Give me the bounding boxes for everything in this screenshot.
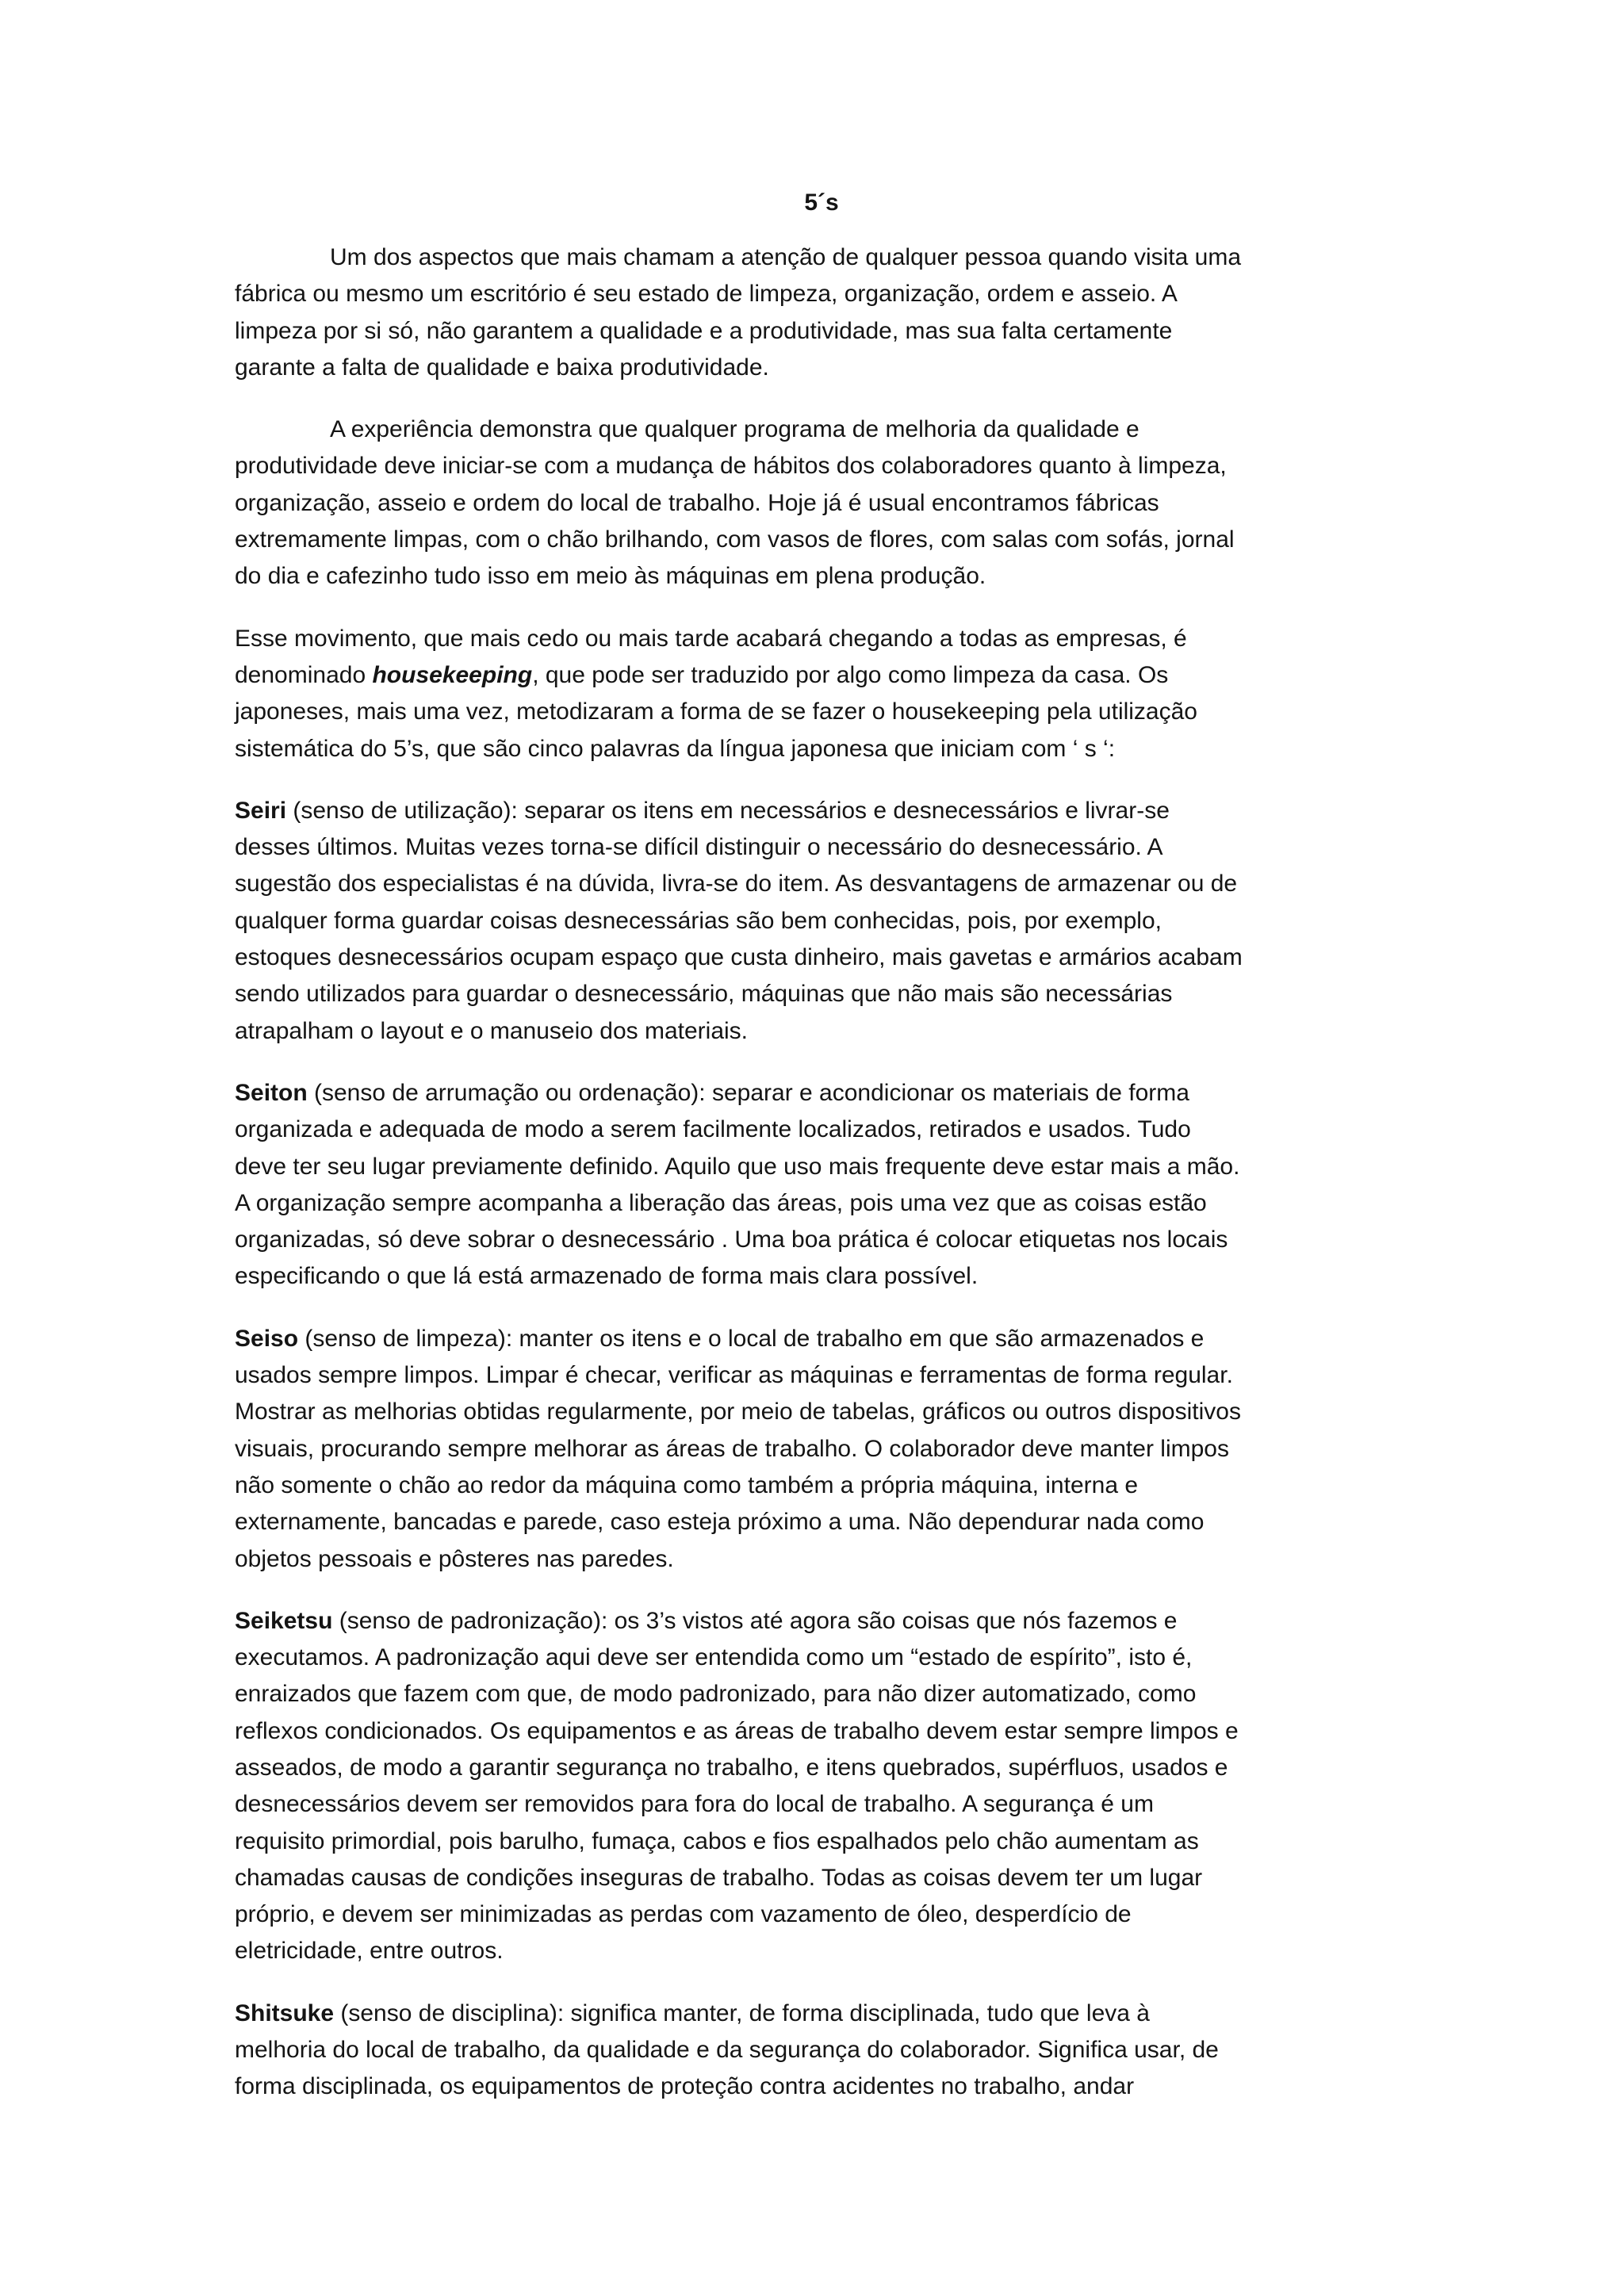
text-fragment: (senso de padronização): os 3’s vistos até agora são coisas que nós fazemos e <box>332 1607 1178 1634</box>
text-line <box>235 1996 1408 2032</box>
text-line: executamos. A padronização aqui deve ser entendida como um “estado de espírito”, isto é, <box>235 1644 1193 1671</box>
document-page <box>235 187 1408 2131</box>
text-fragment: (senso de arrumação ou ordenação): separar e acondicionar os materiais de forma <box>307 1079 1189 1106</box>
paragraph-seiketsu <box>235 1603 1408 1970</box>
text-line <box>235 793 1408 829</box>
text-line <box>235 1321 1408 1357</box>
term-seiton: Seiton <box>235 1079 308 1106</box>
text-line: sugestão dos especialistas é na dúvida, livra-se do item. As desvantagens de armazenar ou de <box>235 871 1238 897</box>
text-line: especificando o que lá está armazenado de forma mais clara possível. <box>235 1263 979 1290</box>
text-fragment: (senso de utilização): separar os itens em necessários e desnecessários e livrar-se <box>286 797 1170 824</box>
text-line: desnecessários devem ser removidos para fora do local de trabalho. A segurança é um <box>235 1791 1154 1818</box>
text-line: A organização sempre acompanha a liberação das áreas, pois uma vez que as coisas estão <box>235 1189 1207 1216</box>
document-title: 5´s <box>804 189 839 216</box>
housekeeping-emphasis: housekeeping <box>372 661 533 688</box>
text-line: garante a falta de qualidade e baixa produtividade. <box>235 354 769 381</box>
text-line: fábrica ou mesmo um escritório é seu estado de limpeza, organização, ordem e asseio. A <box>235 281 1178 308</box>
text-line: deve ter seu lugar previamente definido. Aquilo que uso mais frequente deve estar mais a mão. <box>235 1153 1240 1180</box>
text-line: eletricidade, entre outros. <box>235 1938 504 1965</box>
text-fragment: (senso de disciplina): significa manter, de forma disciplinada, tudo que leva à <box>334 1999 1150 2026</box>
text-line: Esse movimento, que mais cedo ou mais tarde acabará chegando a todas as empresas, é <box>235 625 1187 652</box>
text-line: desses últimos. Muitas vezes torna-se difícil distinguir o necessário do desnecessário. A <box>235 834 1163 861</box>
text-fragment: denominado <box>235 661 373 688</box>
text-line: usados sempre limpos. Limpar é checar, verificar as máquinas e ferramentas de forma regular. <box>235 1362 1233 1389</box>
text-line: organizadas, só deve sobrar o desnecessário . Uma boa prática é colocar etiquetas nos locais <box>235 1226 1228 1253</box>
paragraph-seiso <box>235 1321 1408 1578</box>
text-line: Um dos aspectos que mais chamam a atenção de qualquer pessoa quando visita uma <box>330 244 1242 270</box>
term-seiso: Seiso <box>235 1325 299 1352</box>
paragraph-intro <box>235 239 1408 386</box>
text-line: estoques desnecessários ocupam espaço que custa dinheiro, mais gavetas e armários acabam <box>235 944 1243 971</box>
paragraph-experience <box>235 411 1408 595</box>
text-line: asseados, de modo a garantir segurança no trabalho, e itens quebrados, supérfluos, usados e <box>235 1754 1228 1781</box>
text-line: do dia e cafezinho tudo isso em meio às máquinas em plena produção. <box>235 563 986 590</box>
text-line: produtividade deve iniciar-se com a mudança de hábitos dos colaboradores quanto à limpeza, <box>235 453 1227 480</box>
text-fragment: , que pode ser traduzido por algo como limpeza da casa. Os <box>532 661 1169 688</box>
text-line: visuais, procurando sempre melhorar as áreas de trabalho. O colaborador deve manter limpos <box>235 1435 1229 1462</box>
text-fragment: (senso de limpeza): manter os itens e o local de trabalho em que são armazenados e <box>298 1325 1205 1352</box>
text-line: qualquer forma guardar coisas desnecessárias são bem conhecidas, pois, por exemplo, <box>235 907 1162 934</box>
paragraph-seiton <box>235 1075 1408 1295</box>
text-line: japoneses, mais uma vez, metodizaram a forma de se fazer o housekeeping pela utilização <box>235 698 1197 725</box>
text-line <box>235 1603 1408 1640</box>
text-line: organização, asseio e ordem do local de trabalho. Hoje já é usual encontramos fábricas <box>235 489 1159 516</box>
text-line: limpeza por si só, não garantem a qualidade e a produtividade, mas sua falta certamente <box>235 317 1173 344</box>
text-line: sendo utilizados para guardar o desnecessário, máquinas que não mais são necessárias <box>235 981 1173 1008</box>
text-line <box>235 1075 1408 1112</box>
paragraph-seiri <box>235 793 1408 1050</box>
text-line: chamadas causas de condições inseguras de trabalho. Todas as coisas devem ter um lugar <box>235 1864 1203 1891</box>
paragraph-housekeeping <box>235 621 1408 767</box>
text-line: sistemática do 5’s, que são cinco palavras da língua japonesa que iniciam com ‘ s ‘: <box>235 735 1116 762</box>
paragraph-shitsuke <box>235 1996 1408 2106</box>
text-line: próprio, e devem ser minimizadas as perdas com vazamento de óleo, desperdício de <box>235 1901 1132 1928</box>
text-line: enraizados que fazem com que, de modo padronizado, para não dizer automatizado, como <box>235 1681 1197 1708</box>
term-shitsuke: Shitsuke <box>235 1999 335 2026</box>
text-line: atrapalham o layout e o manuseio dos materiais. <box>235 1017 749 1044</box>
text-line: extremamente limpas, com o chão brilhando, com vasos de flores, com salas com sofás, jornal <box>235 526 1235 553</box>
text-line: organizada e adequada de modo a serem facilmente localizados, retirados e usados. Tudo <box>235 1116 1191 1143</box>
term-seiri: Seiri <box>235 797 287 824</box>
text-line: não somente o chão ao redor da máquina como também a própria máquina, interna e <box>235 1471 1139 1498</box>
text-line: forma disciplinada, os equipamentos de proteção contra acidentes no trabalho, andar <box>235 2073 1135 2100</box>
term-seiketsu: Seiketsu <box>235 1607 333 1634</box>
text-line: melhoria do local de trabalho, da qualidade e da segurança do colaborador. Significa usar, de <box>235 2037 1219 2064</box>
text-line: A experiência demonstra que qualquer programa de melhoria da qualidade e <box>330 416 1139 443</box>
text-line: externamente, bancadas e parede, caso esteja próximo a uma. Não dependurar nada como <box>235 1509 1205 1536</box>
text-line: reflexos condicionados. Os equipamentos e as áreas de trabalho devem estar sempre limpos e <box>235 1717 1239 1744</box>
text-line: objetos pessoais e pôsteres nas paredes. <box>235 1545 674 1572</box>
text-line <box>235 657 1408 694</box>
text-line: requisito primordial, pois barulho, fumaça, cabos e fios espalhados pelo chão aumentam as <box>235 1827 1199 1854</box>
text-line: Mostrar as melhorias obtidas regularmente, por meio de tabelas, gráficos ou outros dispositivos <box>235 1399 1241 1425</box>
